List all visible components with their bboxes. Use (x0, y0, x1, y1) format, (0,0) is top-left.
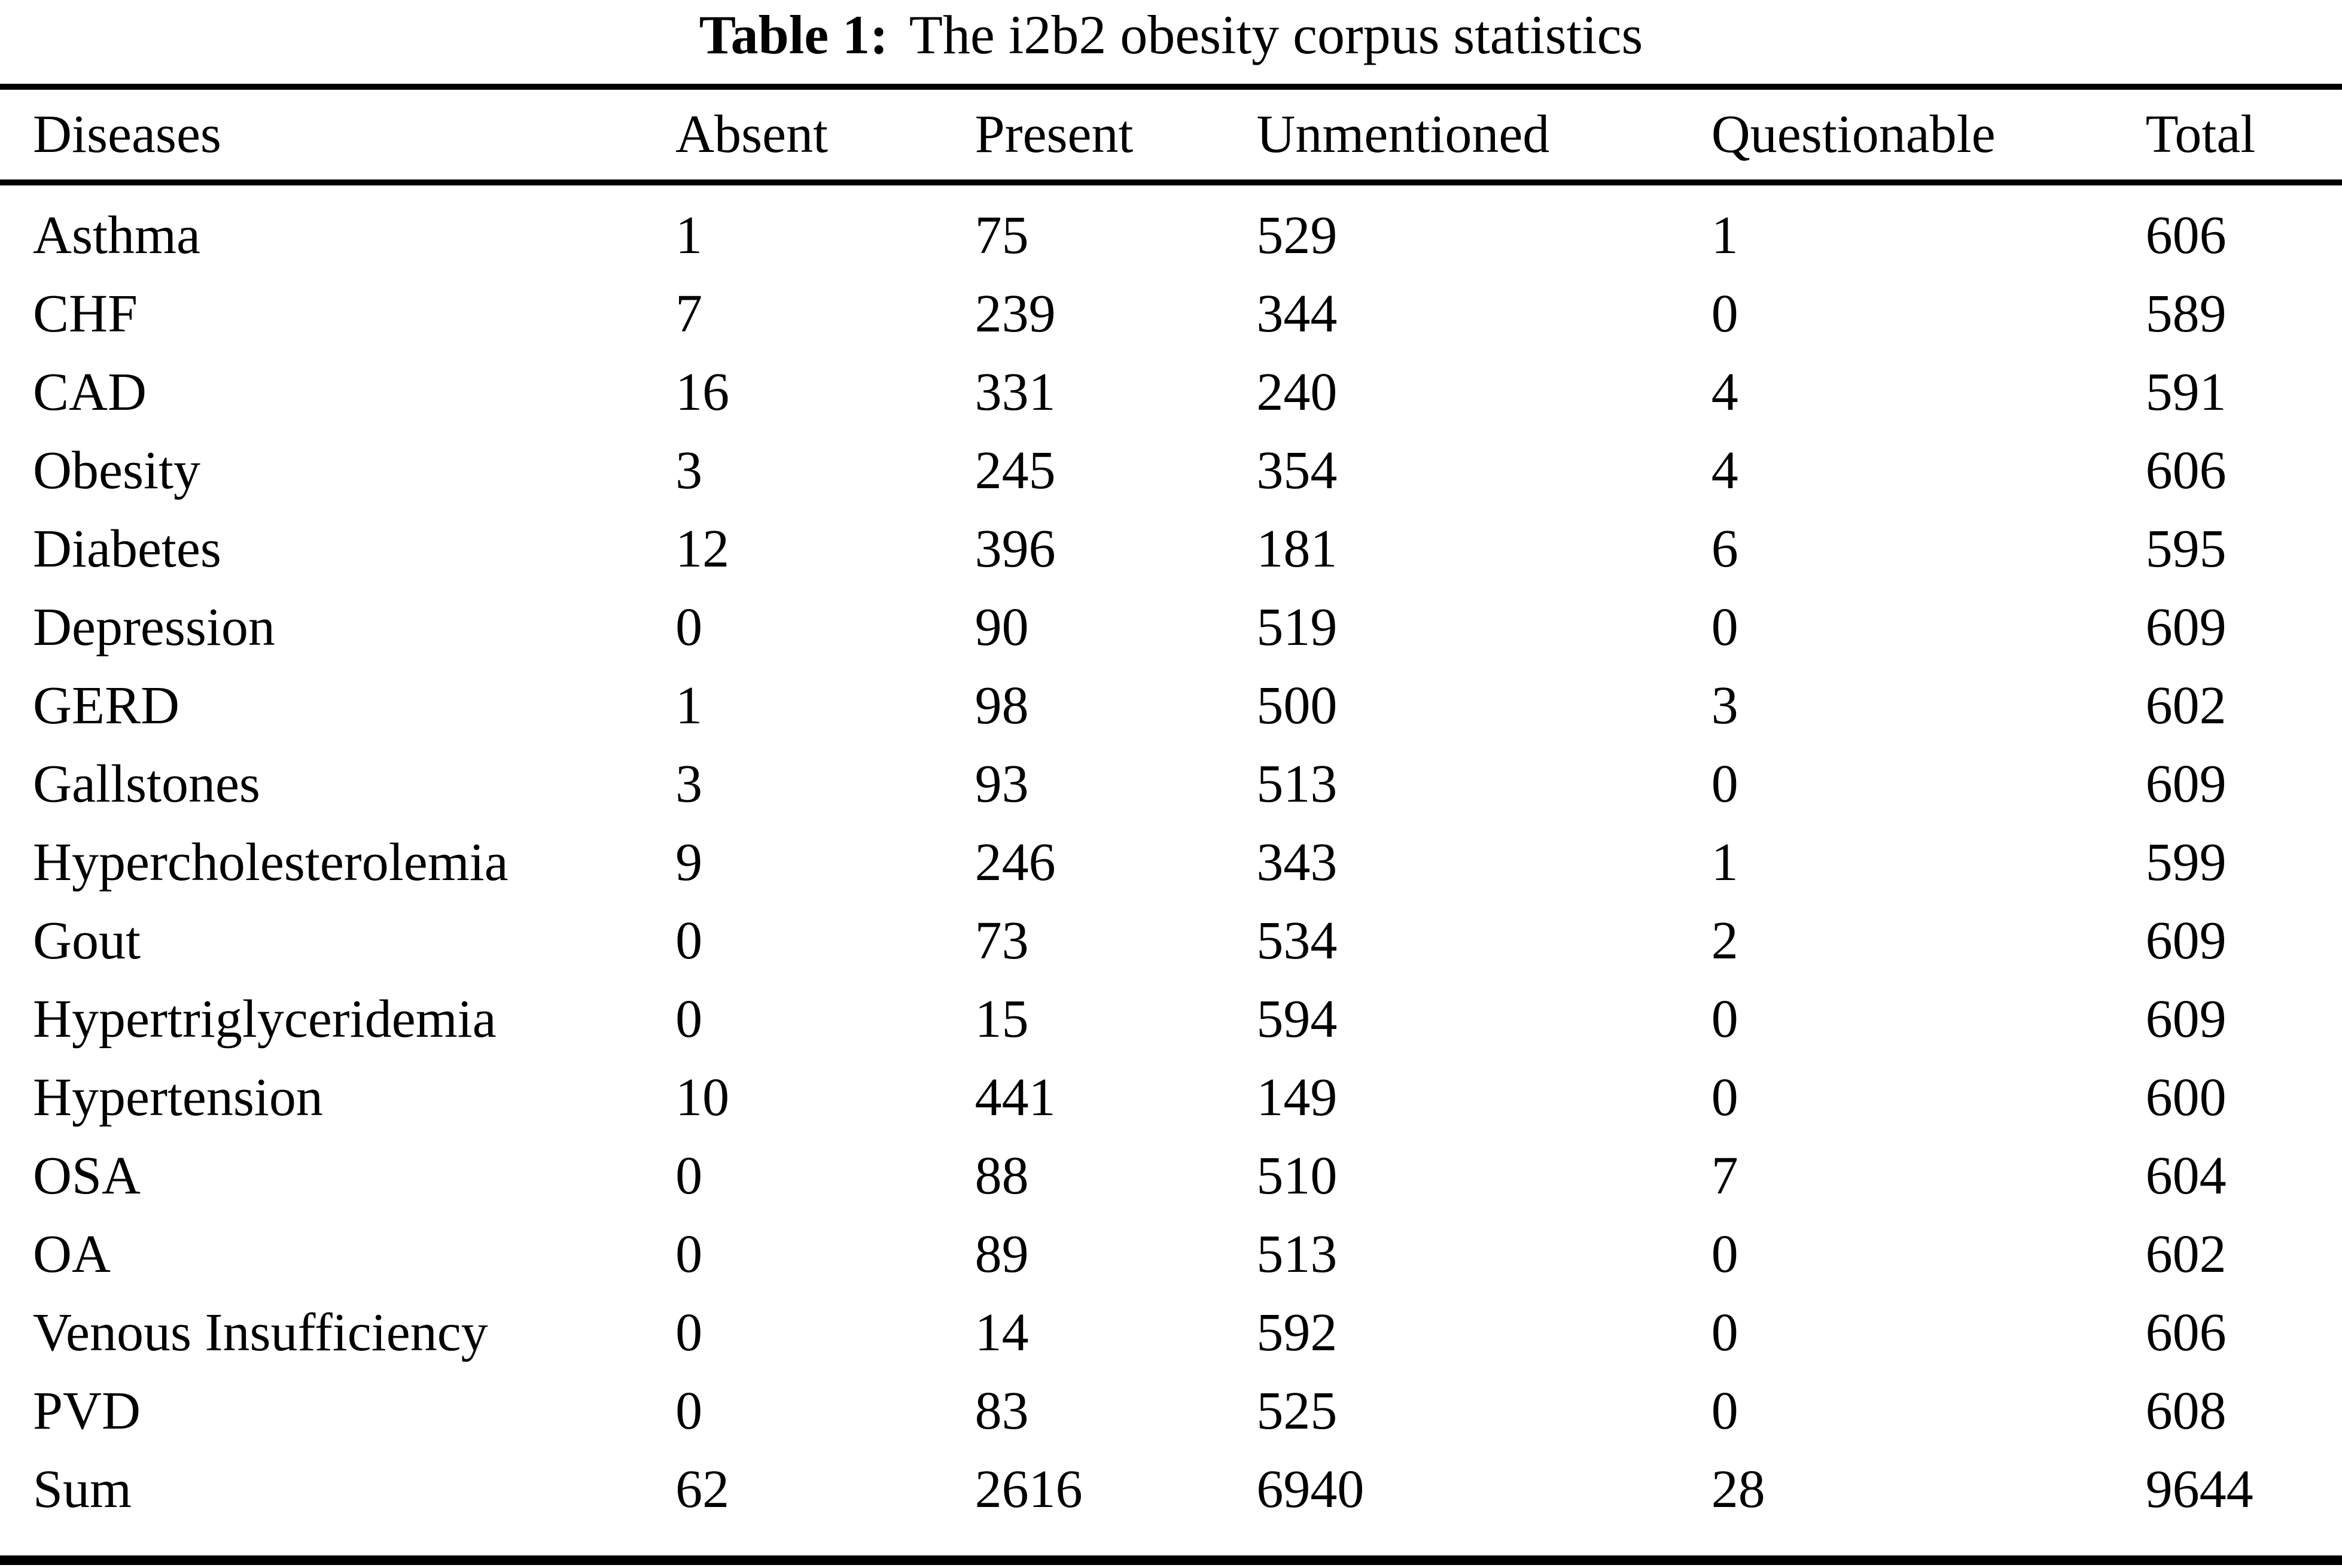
disease-name: Obesity (33, 440, 200, 500)
count-value: 93 (974, 754, 1029, 814)
count-value: 14 (974, 1302, 1029, 1362)
count-value: 0 (675, 911, 703, 970)
count-value: 4 (1711, 440, 1738, 500)
count-value: 90 (974, 597, 1029, 657)
count-value: 2616 (974, 1459, 1083, 1519)
disease-name: Venous Insufficiency (33, 1302, 488, 1362)
table-header-rule (0, 179, 2342, 185)
count-value: 89 (974, 1224, 1029, 1284)
column-header-total: Total (2145, 105, 2256, 164)
column-header-present: Present (974, 105, 1134, 164)
count-value: 606 (2145, 440, 2227, 500)
count-value: 9 (675, 832, 703, 892)
count-value: 0 (1711, 1224, 1738, 1284)
count-value: 589 (2145, 284, 2227, 343)
count-value: 75 (974, 205, 1029, 265)
count-value: 83 (974, 1381, 1029, 1441)
count-value: 9644 (2145, 1459, 2253, 1519)
table-row (0, 275, 2342, 353)
count-value: 0 (1711, 597, 1738, 657)
disease-name: Diabetes (33, 519, 221, 579)
count-value: 6 (1711, 519, 1738, 579)
table-row (0, 1293, 2342, 1372)
column-header-unmentioned: Unmentioned (1256, 105, 1550, 164)
count-value: 88 (974, 1146, 1029, 1205)
count-value: 591 (2145, 362, 2227, 422)
count-value: 246 (974, 832, 1056, 892)
count-value: 7 (1711, 1146, 1738, 1205)
disease-name: Gallstones (33, 754, 260, 814)
count-value: 602 (2145, 675, 2227, 735)
count-value: 0 (1711, 1381, 1738, 1441)
table-row (0, 1137, 2342, 1215)
table-top-rule (0, 84, 2342, 90)
column-header-questionable: Questionable (1711, 105, 1996, 164)
count-value: 0 (675, 1302, 703, 1362)
count-value: 0 (1711, 1067, 1738, 1127)
table-caption-label: Table 1: (699, 4, 888, 65)
count-value: 1 (1711, 205, 1738, 265)
disease-name: Hypertension (33, 1067, 323, 1127)
table-row (0, 980, 2342, 1058)
count-value: 606 (2145, 1302, 2227, 1362)
count-value: 239 (974, 284, 1056, 343)
count-value: 3 (1711, 675, 1738, 735)
count-value: 28 (1711, 1459, 1765, 1519)
count-value: 331 (974, 362, 1056, 422)
column-header-absent: Absent (675, 105, 829, 164)
table-row (0, 1058, 2342, 1137)
count-value: 0 (1711, 754, 1738, 814)
table-row (0, 1215, 2342, 1293)
count-value: 500 (1256, 675, 1338, 735)
disease-name: OSA (33, 1146, 141, 1205)
count-value: 602 (2145, 1224, 2227, 1284)
count-value: 98 (974, 675, 1029, 735)
disease-name: PVD (33, 1381, 141, 1441)
count-value: 16 (675, 362, 730, 422)
count-value: 1 (675, 675, 703, 735)
count-value: 609 (2145, 989, 2227, 1049)
table-header-row (0, 90, 2342, 179)
disease-name: OA (33, 1224, 111, 1284)
count-value: 0 (1711, 989, 1738, 1049)
count-value: 181 (1256, 519, 1338, 579)
count-value: 0 (675, 597, 703, 657)
disease-name: Asthma (33, 205, 200, 265)
count-value: 343 (1256, 832, 1338, 892)
disease-name: CAD (33, 362, 147, 422)
count-value: 0 (675, 1146, 703, 1205)
count-value: 354 (1256, 440, 1338, 500)
count-value: 513 (1256, 754, 1338, 814)
table-caption-text: The i2b2 obesity corpus statistics (909, 4, 1643, 65)
count-value: 529 (1256, 205, 1338, 265)
table-row (0, 353, 2342, 431)
count-value: 600 (2145, 1067, 2227, 1127)
table-caption (0, 5, 2342, 65)
count-value: 599 (2145, 832, 2227, 892)
disease-name: CHF (33, 284, 138, 343)
count-value: 245 (974, 440, 1056, 500)
count-value: 344 (1256, 284, 1338, 343)
count-value: 519 (1256, 597, 1338, 657)
disease-name: Depression (33, 597, 275, 657)
count-value: 62 (675, 1459, 730, 1519)
count-value: 396 (974, 519, 1056, 579)
table-row (0, 588, 2342, 666)
disease-name: Gout (33, 911, 141, 970)
count-value: 0 (1711, 284, 1738, 343)
disease-name: Hypercholesterolemia (33, 832, 508, 892)
column-header-diseases: Diseases (33, 105, 221, 164)
table-row (0, 745, 2342, 823)
count-value: 0 (675, 989, 703, 1049)
count-value: 609 (2145, 597, 2227, 657)
count-value: 592 (1256, 1302, 1338, 1362)
count-value: 594 (1256, 989, 1338, 1049)
count-value: 12 (675, 519, 730, 579)
count-value: 510 (1256, 1146, 1338, 1205)
table-row (0, 510, 2342, 588)
count-value: 513 (1256, 1224, 1338, 1284)
count-value: 1 (675, 205, 703, 265)
count-value: 0 (675, 1381, 703, 1441)
count-value: 608 (2145, 1381, 2227, 1441)
table-bottom-rule (0, 1555, 2342, 1565)
count-value: 0 (675, 1224, 703, 1284)
count-value: 0 (1711, 1302, 1738, 1362)
count-value: 609 (2145, 911, 2227, 970)
count-value: 3 (675, 754, 703, 814)
count-value: 3 (675, 440, 703, 500)
count-value: 595 (2145, 519, 2227, 579)
disease-name: Sum (33, 1459, 132, 1519)
table-row (0, 1372, 2342, 1450)
count-value: 15 (974, 989, 1029, 1049)
count-value: 6940 (1256, 1459, 1365, 1519)
disease-name: GERD (33, 675, 179, 735)
count-value: 2 (1711, 911, 1738, 970)
count-value: 606 (2145, 205, 2227, 265)
count-value: 609 (2145, 754, 2227, 814)
count-value: 525 (1256, 1381, 1338, 1441)
count-value: 10 (675, 1067, 730, 1127)
count-value: 1 (1711, 832, 1738, 892)
count-value: 534 (1256, 911, 1338, 970)
table-row (0, 666, 2342, 745)
count-value: 604 (2145, 1146, 2227, 1205)
count-value: 73 (974, 911, 1029, 970)
table-row (0, 196, 2342, 275)
table-row (0, 431, 2342, 510)
table-row (0, 902, 2342, 980)
count-value: 441 (974, 1067, 1056, 1127)
table-row-sum (0, 1450, 2342, 1529)
count-value: 4 (1711, 362, 1738, 422)
count-value: 7 (675, 284, 703, 343)
disease-name: Hypertriglyceridemia (33, 989, 497, 1049)
count-value: 240 (1256, 362, 1338, 422)
table-body (0, 185, 2342, 1529)
count-value: 149 (1256, 1067, 1338, 1127)
table-row (0, 823, 2342, 902)
